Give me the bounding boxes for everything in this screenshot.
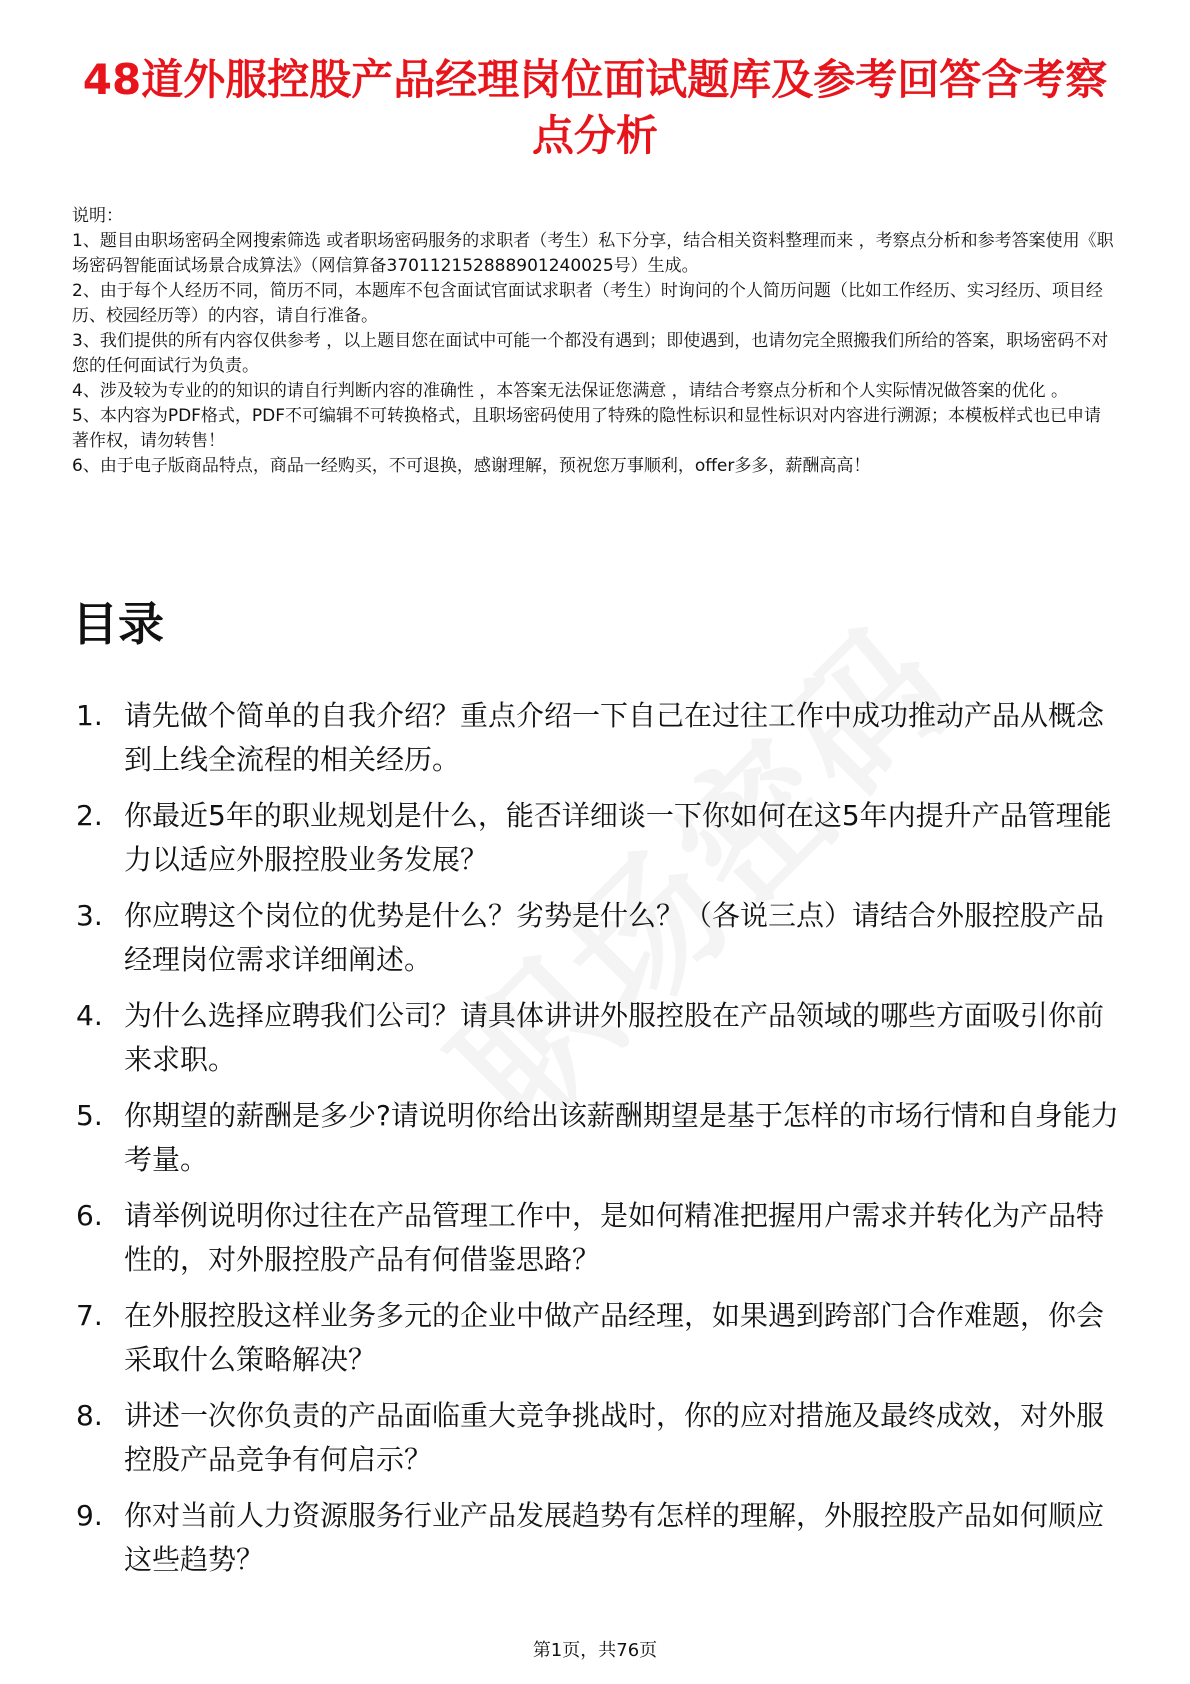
toc-heading: 目录 (72, 597, 164, 651)
note-item: 2、由于每个人经历不同，简历不同，本题库不包含面试官面试求职者（考生）时询问的个人简历问题（比如工作经历、实习经历、项目经历、校园经历等）的内容，请自行准备。 (72, 281, 1103, 326)
toc-item-number: 1. (76, 699, 103, 732)
toc-item-text: 你应聘这个岗位的优势是什么？劣势是什么？（各说三点）请结合外服控股产品经理岗位需求详细阐述。 (124, 899, 1105, 976)
toc-item-text: 你对当前人力资源服务行业产品发展趋势有怎样的理解，外服控股产品如何顺应这些趋势？ (124, 1499, 1105, 1576)
toc-item[interactable] (72, 894, 1122, 982)
toc-item-text: 你期望的薪酬是多少?请说明你给出该薪酬期望是基于怎样的市场行情和自身能力考量。 (124, 1099, 1119, 1176)
note-item: 3、我们提供的所有内容仅供参考 ，以上题目您在面试中可能一个都没有遇到；即使遇到，也请勿完全照搬我们所给的答案，职场密码不对您的任何面试行为负责。 (72, 331, 1109, 376)
toc-item[interactable] (72, 1094, 1122, 1182)
toc-item-text: 在外服控股这样业务多元的企业中做产品经理，如果遇到跨部门合作难题，你会采取什么策略解决？ (124, 1299, 1105, 1376)
toc-item-number: 8. (76, 1399, 103, 1432)
toc-item-number: 7. (76, 1299, 103, 1332)
toc-item[interactable] (72, 994, 1122, 1082)
toc-item[interactable] (72, 794, 1122, 882)
notes-label: 说明： (72, 206, 123, 226)
toc-item[interactable] (72, 694, 1122, 782)
note-item: 1、题目由职场密码全网搜索筛选 或者职场密码服务的求职者（考生）私下分享，结合相关资料整理而来 ，考察点分析和参考答案使用《职场密码智能面试场景合成算法》（网信算备370112152888901240025号）生成。 (72, 231, 1114, 276)
toc-item[interactable] (72, 1494, 1122, 1582)
toc-item-number: 4. (76, 999, 103, 1032)
toc-item-number: 2. (76, 799, 103, 832)
toc-item-number: 5. (76, 1099, 103, 1132)
note-item: 6、由于电子版商品特点，商品一经购买，不可退换，感谢理解，预祝您万事顺利，offer多多，薪酬高高！ (72, 456, 871, 476)
toc-item[interactable] (72, 1194, 1122, 1282)
note-item: 5、本内容为PDF格式，PDF不可编辑不可转换格式，且职场密码使用了特殊的隐性标识和显性标识对内容进行溯源；本模板样式也已申请著作权，请勿转售！ (72, 406, 1102, 451)
toc-item-text: 请举例说明你过往在产品管理工作中，是如何精准把握用户需求并转化为产品特性的，对外服控股产品有何借鉴思路？ (124, 1199, 1105, 1276)
note-item: 4、涉及较为专业的的知识的请自行判断内容的准确性 ，本答案无法保证您满意 ，请结合考察点分析和个人实际情况做答案的优化 。 (72, 381, 1069, 401)
toc-item-text: 讲述一次你负责的产品面临重大竞争挑战时，你的应对措施及最终成效，对外服控股产品竞争有何启示？ (124, 1399, 1105, 1476)
document-title: 48道外服控股产品经理岗位面试题库及参考回答含考察点分析 (82, 55, 1108, 160)
toc-item-text: 请先做个简单的自我介绍？重点介绍一下自己在过往工作中成功推动产品从概念到上线全流程的相关经历。 (124, 699, 1105, 776)
page-footer: 第1页，共76页 (532, 1640, 658, 1661)
toc-item-number: 6. (76, 1199, 103, 1232)
toc-list (72, 694, 1122, 1594)
toc-item[interactable] (72, 1394, 1122, 1482)
toc-item-number: 9. (76, 1499, 103, 1532)
toc-item-number: 3. (76, 899, 103, 932)
toc-item-text: 为什么选择应聘我们公司？请具体讲讲外服控股在产品领域的哪些方面吸引你前来求职。 (124, 999, 1105, 1076)
notes-section (72, 204, 1118, 479)
toc-item-text: 你最近5年的职业规划是什么，能否详细谈一下你如何在这5年内提升产品管理能力以适应外服控股业务发展？ (124, 799, 1112, 876)
toc-item[interactable] (72, 1294, 1122, 1382)
